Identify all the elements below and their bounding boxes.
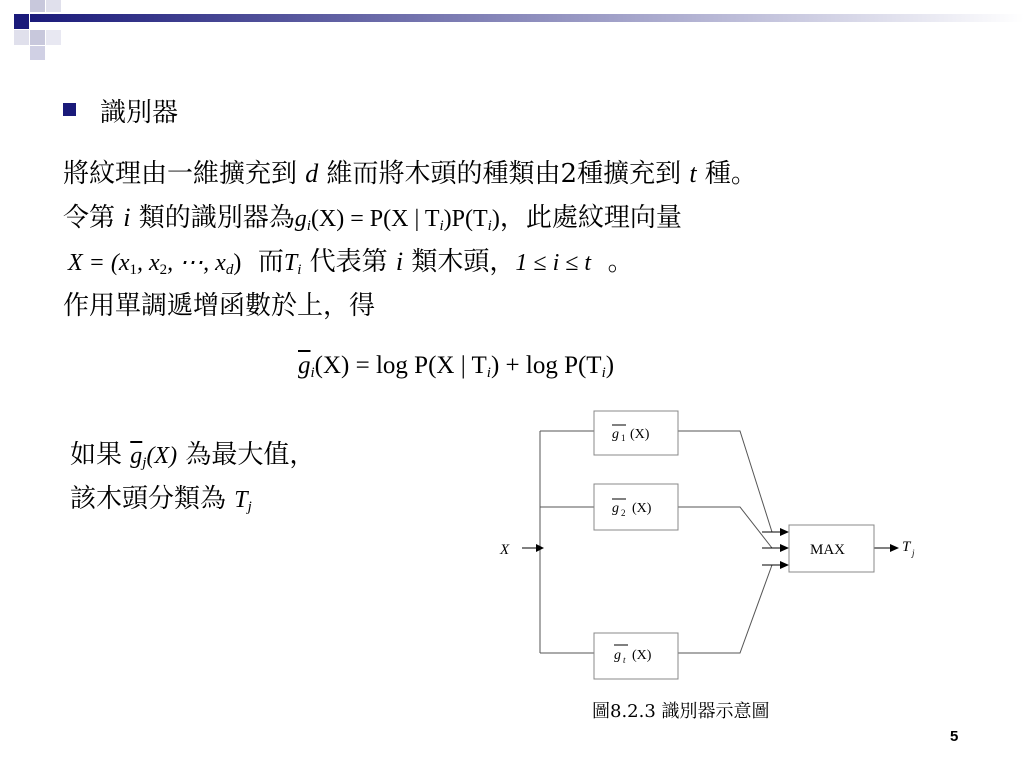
var-i: i xyxy=(123,203,131,232)
text: 該木頭分類為 xyxy=(70,484,235,514)
sub-1: 1 xyxy=(129,262,137,278)
var-t: t xyxy=(689,159,697,188)
sub-i: i xyxy=(601,365,606,381)
line-box2-to-max xyxy=(678,507,772,548)
sub-i: i xyxy=(297,262,302,278)
text-line-1 xyxy=(63,151,757,197)
header-square xyxy=(14,14,29,29)
text: 類的識別器為 xyxy=(130,203,295,233)
sub-2: 2 xyxy=(159,262,168,278)
sub-i: i xyxy=(439,218,444,234)
header-square xyxy=(30,0,45,12)
line-box1-to-max xyxy=(678,431,772,532)
classifier-diagram xyxy=(490,400,930,690)
box2-g: g xyxy=(612,501,619,516)
formula-g-bar: $\overline{g}$ xyxy=(298,352,311,379)
formula-part: ) xyxy=(605,352,615,379)
header-gradient-bar xyxy=(30,14,1024,22)
arrowhead-2 xyxy=(780,544,789,552)
formula-part: , ⋯, x xyxy=(167,250,226,276)
box1-sub: 1 xyxy=(621,433,626,443)
figure-caption: 圖8.2.3 識別器示意圖 xyxy=(592,701,770,722)
formula-range xyxy=(515,250,591,276)
text: 維而將木頭的種類由2種擴充到 xyxy=(318,159,690,189)
arrowhead-1 xyxy=(780,528,789,536)
box3-g: g xyxy=(614,648,621,663)
formula-part: (X) = P(X | T xyxy=(310,206,440,232)
var-d: d xyxy=(305,159,319,188)
formula-gj xyxy=(130,443,177,469)
sub-j: j xyxy=(247,499,252,515)
output-arrowhead xyxy=(890,544,899,552)
header-square xyxy=(14,30,29,45)
header-decoration xyxy=(0,0,1024,60)
formula-part: ) xyxy=(491,206,500,232)
formula-vector xyxy=(68,250,241,276)
formula-part: ) xyxy=(233,250,242,276)
header-square xyxy=(46,30,61,45)
text: 代表第 xyxy=(301,247,396,277)
box2-x: (X) xyxy=(632,501,652,516)
main-formula xyxy=(298,352,614,382)
header-square xyxy=(30,30,45,45)
bullet-heading: 識別器 xyxy=(100,98,179,128)
sub-i: i xyxy=(486,365,491,381)
formula-g-bar: $\overline{g}$ xyxy=(130,443,143,469)
input-label: X xyxy=(500,542,510,558)
output-sub: j xyxy=(912,548,915,558)
sub-i: i xyxy=(306,218,311,234)
formula-part: , x xyxy=(137,250,160,276)
sub-d: d xyxy=(225,262,234,278)
bullet-marker xyxy=(63,103,76,116)
var-i: i xyxy=(395,247,404,276)
text: 將紋理由一維擴充到 xyxy=(63,159,306,189)
formula-part: 1 ≤ i ≤ t xyxy=(515,250,592,276)
formula-Ti xyxy=(284,250,302,276)
text: ，此處紋理向量 xyxy=(499,203,682,233)
text: 種。 xyxy=(696,159,757,189)
box2-sub: 2 xyxy=(621,508,626,518)
sub-i: i xyxy=(487,218,492,234)
box3-sub: t xyxy=(623,655,626,665)
header-square xyxy=(46,0,61,12)
box1-x: (X) xyxy=(630,427,650,442)
output-T: T xyxy=(902,539,911,555)
var-T: T xyxy=(283,250,298,276)
formula-part: (X) = log P(X | T xyxy=(314,352,487,379)
text-line-then xyxy=(70,476,252,530)
text: 為最大值， xyxy=(177,440,316,470)
text: 類木頭， xyxy=(403,247,516,277)
box1-g: g xyxy=(612,427,619,442)
text: 如果 xyxy=(70,440,131,470)
page-number: 5 xyxy=(950,728,959,745)
text-line-4: 作用單調遞增函數於上，得 xyxy=(63,291,376,321)
arrowhead-3 xyxy=(780,561,789,569)
line-box3-to-max xyxy=(678,565,772,653)
formula-part: (X) xyxy=(146,443,178,469)
text: 令第 xyxy=(63,203,124,233)
formula-part: X = (x xyxy=(68,250,130,276)
sub-i: i xyxy=(310,365,315,381)
text: 而 xyxy=(241,247,284,277)
sub-j: j xyxy=(142,455,147,471)
formula-classifier xyxy=(295,206,500,232)
formula-part: )P(T xyxy=(443,206,488,232)
header-square xyxy=(30,46,45,60)
formula-g: g xyxy=(294,206,307,232)
formula-part: ) + log P(T xyxy=(490,352,602,379)
var-T: T xyxy=(234,487,248,513)
formula-Tj xyxy=(234,487,252,513)
box3-x: (X) xyxy=(632,648,652,663)
max-label: MAX xyxy=(810,542,846,558)
text: 。 xyxy=(591,247,634,277)
